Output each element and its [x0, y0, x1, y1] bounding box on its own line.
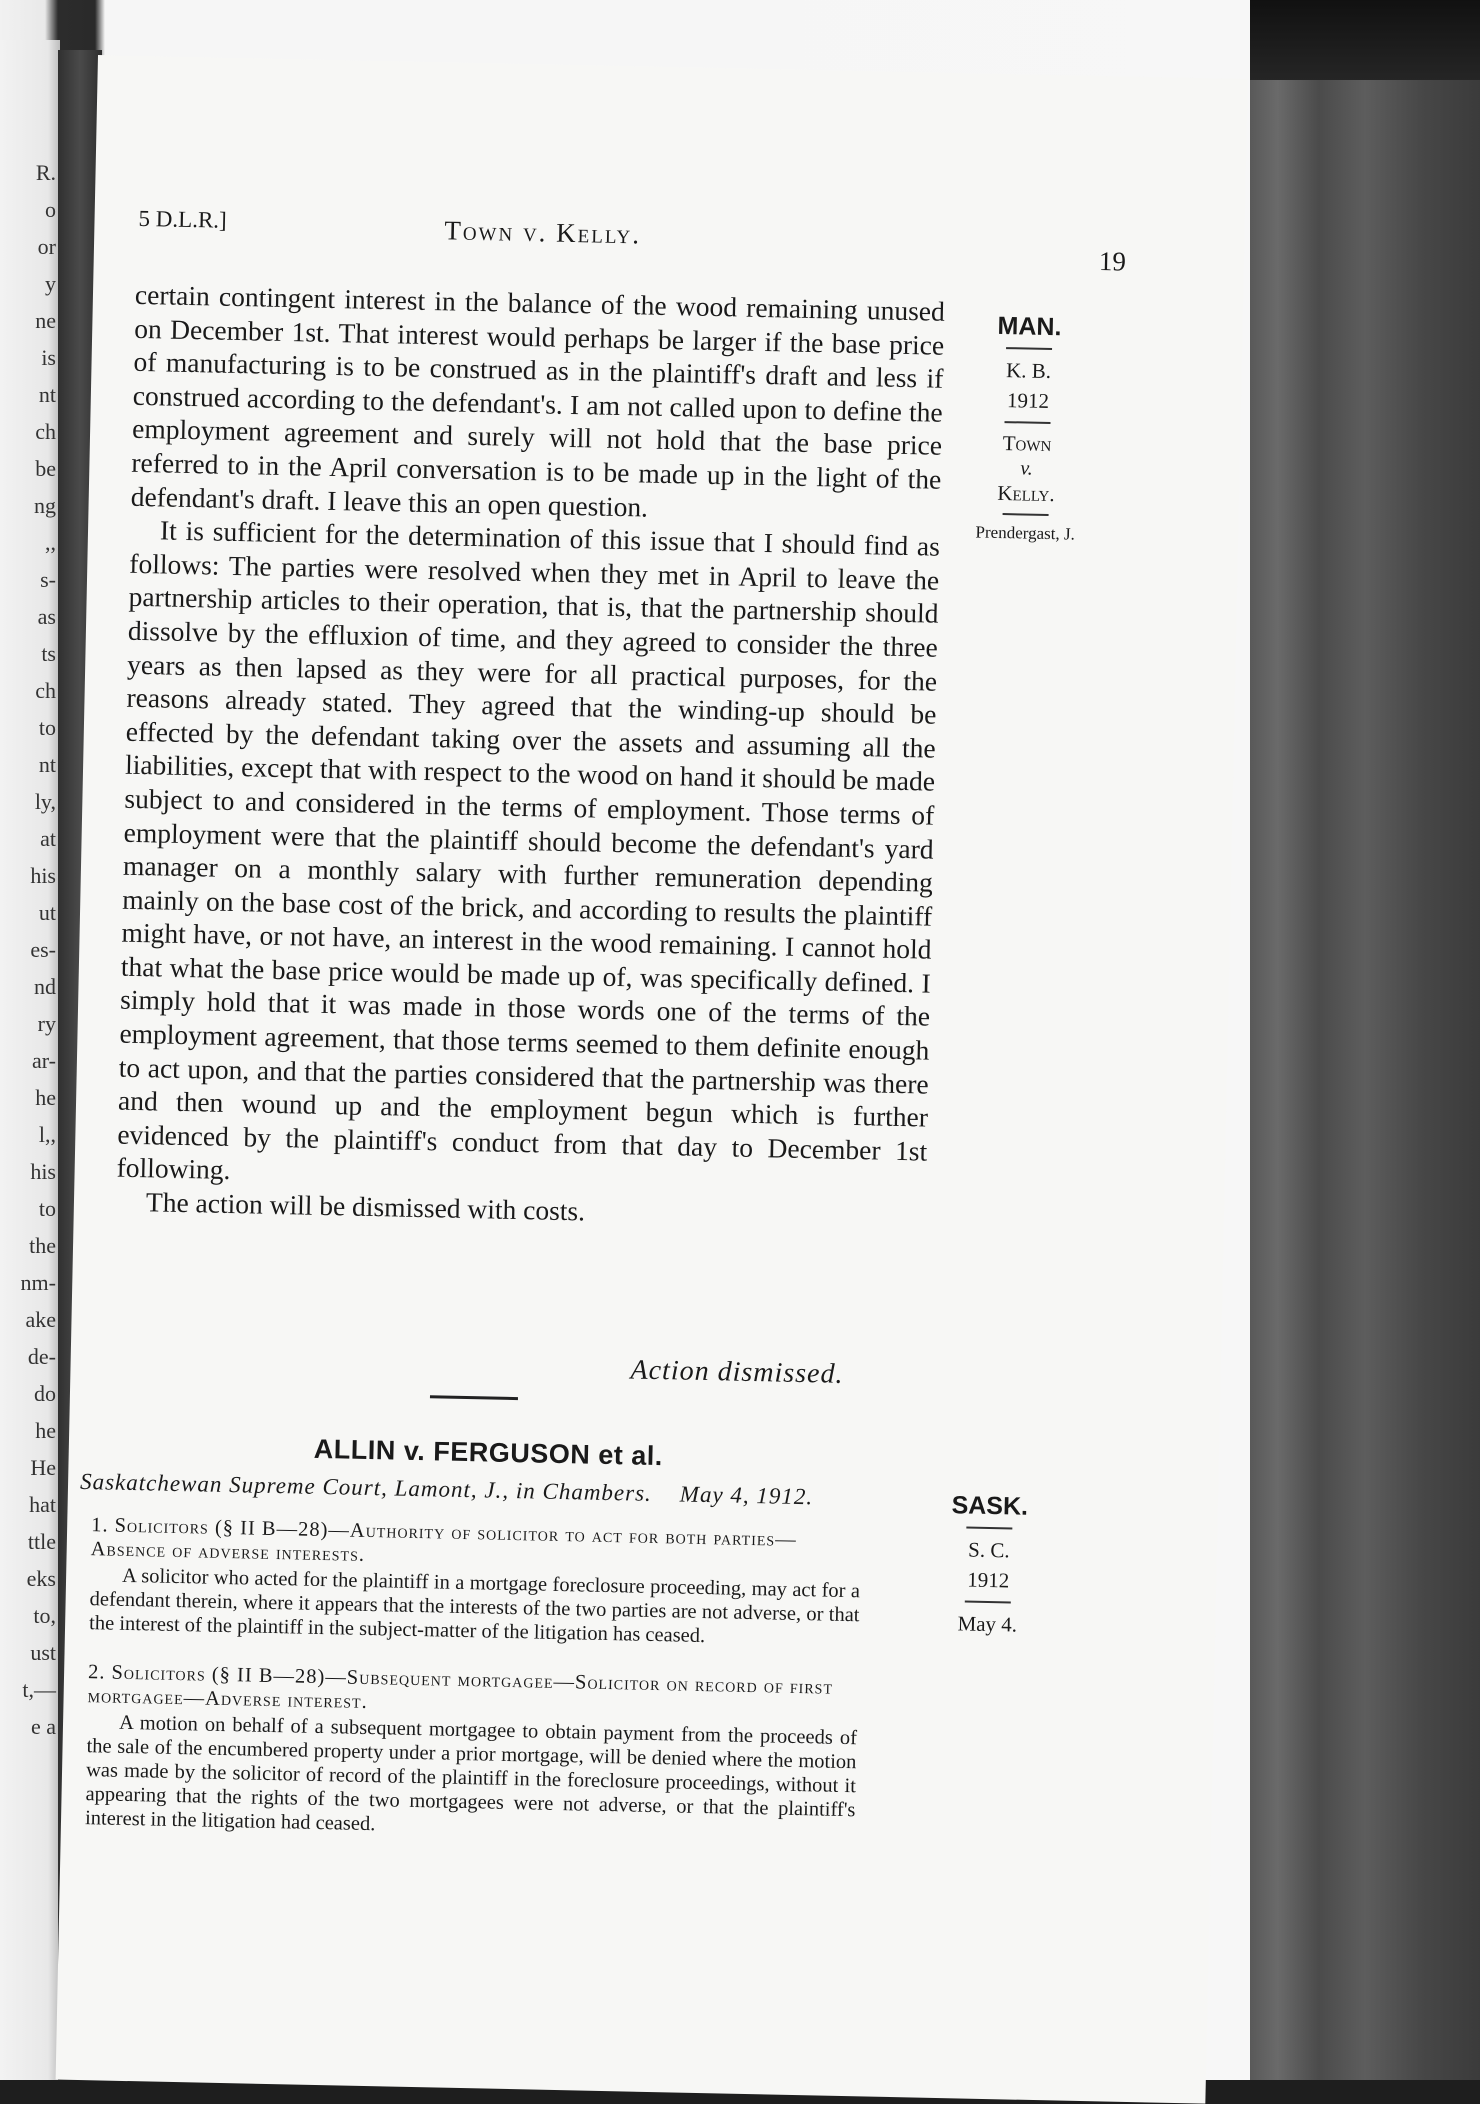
margin-rule	[966, 1527, 1012, 1530]
adjacent-page-fragment: ts	[41, 641, 56, 666]
adjacent-page-fragment: nt	[38, 752, 56, 777]
margin-date: May 4.	[957, 1611, 1018, 1637]
adjacent-page-fragment: hat	[29, 1492, 56, 1517]
adjacent-page-fragment: is	[41, 345, 56, 370]
margin-province: MAN.	[997, 311, 1062, 342]
adjacent-page-fragment: to	[38, 715, 56, 740]
adjacent-page-fragment: eks	[26, 1566, 56, 1591]
decision-date: May 4, 1912.	[679, 1481, 814, 1510]
margin-year: 1912	[967, 1567, 1010, 1593]
book-page	[56, 55, 1248, 2104]
adjacent-page-fragment: nd	[34, 974, 56, 999]
adjacent-page-fragment: ttle	[27, 1529, 56, 1554]
margin-rule	[1004, 421, 1050, 424]
headnote-number: 2.	[87, 1661, 106, 1684]
margin-party: Town	[1002, 431, 1052, 457]
headnote-text: A solicitor who acted for the plaintiff in a mortgage foreclosure proceeding, may act for a defendant therein, where it appears that the interests of the two parties are not adverse, or that the interest of the plaintiff in the subject-matter of the litigation has ceased.	[88, 1564, 861, 1648]
adjacent-page-fragment: he	[35, 1085, 56, 1110]
running-header-volume: 5 D.L.R.]	[138, 205, 228, 233]
adjacent-page-fragment: to	[38, 1196, 56, 1221]
adjacent-page-fragment: to,	[33, 1603, 56, 1628]
adjacent-page-fragment: ly,	[34, 789, 56, 814]
adjacent-page-fragment: He	[30, 1455, 56, 1480]
headnote-text: A motion on behalf of a subsequent mortgagee to obtain payment from the proceeds of the sale of the encumbered property under a prior mortgage, will be denied where the motion was made by the solicitor of record of the plaintiff in the foreclosure proceedings, without it appearing that the rights of the two mortgagees were not adverse, or that the plaintiff's interest in the litigation had ceased.	[84, 1711, 858, 1836]
adjacent-page-fragment: ut	[38, 900, 56, 925]
adjacent-page-fragment: t,—	[22, 1677, 56, 1702]
adjacent-page-fragment: or	[37, 234, 56, 259]
adjacent-page-fragment: R.	[35, 160, 56, 185]
margin-rule	[965, 1600, 1011, 1603]
adjacent-page-fragment: be	[35, 456, 56, 481]
case-title: ALLIN v. FERGUSON et al.	[313, 1433, 664, 1472]
paragraph: It is sufficient for the determination of this issue that I should find as follows: The parties were resolved when they met in April to leave the partnership articles to their operation, that is, that the partnership should dissolve by the effluxion of time, and they agreed to consider the three years as then lapsed as they were for all practical purposes, for the reasons already stated. They agreed that the winding-up should be effected by the defendant taking over the assets and assuming all the liabilities, except that with respect to the wood on hand it should be made subject to and considered in the terms of employment. Those terms of employment were that the plaintiff should become the defendant's yard manager on a monthly salary with further remuneration depending mainly on the base cost of the brick, and according to results the plaintiff might have, or not have, an interest in the wood remaining. I cannot hold that what the base price would be made up of, was specifically defined. I simply hold that it was made in those words one of the terms of the employment agreement, that those terms seemed to them definite enough to act upon, and that the parties considered that the partnership was there and then wound up and the employment begun which is further evidenced by the plaintiff's conduct from that day to December 1st following.	[116, 514, 941, 1186]
disposition: Action dismissed.	[630, 1354, 844, 1390]
margin-note	[950, 311, 1105, 547]
adjacent-page-fragment: his	[30, 863, 56, 888]
adjacent-page-fragment: l,,	[38, 1122, 56, 1147]
court-line	[80, 1469, 880, 1512]
paragraph: The action will be dismissed with costs.	[145, 1186, 586, 1227]
adjacent-page-fragment: ust	[30, 1640, 56, 1665]
page-number: 19	[1098, 246, 1127, 277]
adjacent-page-fragment: do	[34, 1381, 56, 1406]
adjacent-page-fragment: ry	[37, 1011, 56, 1036]
margin-province: SASK.	[951, 1491, 1029, 1521]
adjacent-page-fragment: nm-	[20, 1270, 56, 1295]
adjacent-page-fragment: he	[35, 1418, 56, 1443]
court-name: Saskatchewan Supreme Court, Lamont, J., in Chambers.	[79, 1468, 653, 1506]
adjacent-page-fragment: his	[30, 1159, 56, 1184]
section-divider	[430, 1395, 518, 1400]
adjacent-page-fragment: e a	[30, 1714, 56, 1739]
adjacent-page-fragment: ake	[25, 1307, 56, 1332]
margin-court: S. C.	[967, 1537, 1010, 1563]
headnote-topic: Solicitors (§ II B—28)—Authority of solicitor to act for both parties—Absence of adverse interests.	[90, 1514, 797, 1566]
adjacent-page-fragment: y	[45, 271, 56, 296]
adjacent-page-fragment: o	[45, 197, 56, 222]
headnote	[85, 1660, 858, 1846]
adjacent-page-fragment: the	[29, 1233, 56, 1258]
margin-rule	[1003, 513, 1049, 516]
paragraph: certain contingent interest in the balance of the wood remaining unused on December 1st. That interest would perhaps be larger if the base price of manufacturing is to be construed as in the plaintiff's draft and less if construed according to the defendant's. I am not called upon to define the employment agreement and surely will not hold that the base price referred to in the April conversation is to be made up in the light of the defendant's draft. I leave this an open question.	[130, 278, 946, 523]
margin-judge: Prendergast, J.	[975, 522, 1076, 544]
headnote-number: 1.	[90, 1514, 109, 1537]
book-page-stack	[1250, 80, 1480, 2080]
adjacent-page-fragment: de-	[27, 1344, 56, 1369]
margin-court: K. B.	[1005, 358, 1052, 384]
running-header-title: Town v. Kelly.	[444, 215, 642, 250]
headnote-topic: Solicitors (§ II B—28)—Subsequent mortgagee—Solicitor on record of first mortgagee—Adverse interest.	[87, 1661, 834, 1714]
adjacent-page-fragment: at	[40, 826, 56, 851]
adjacent-page-fragment: ,,	[45, 530, 56, 555]
adjacent-page-fragment: s-	[40, 567, 56, 592]
adjacent-page-fragment: as	[37, 604, 56, 629]
adjacent-page-fragment: es-	[30, 937, 56, 962]
margin-rule	[1006, 347, 1052, 350]
headnote	[89, 1513, 861, 1651]
adjacent-page-fragment: nt	[38, 382, 56, 407]
margin-party: Kelly.	[997, 480, 1055, 507]
margin-year: 1912	[1006, 388, 1050, 413]
margin-versus: v.	[1020, 457, 1033, 480]
adjacent-page-fragment: ng	[34, 493, 56, 518]
judgment-text	[116, 278, 946, 1235]
margin-note	[912, 1490, 1065, 1640]
adjacent-page-fragment: ch	[35, 678, 56, 703]
adjacent-page-fragment: ar-	[32, 1048, 56, 1073]
adjacent-page-edge	[0, 40, 60, 2080]
adjacent-page-fragment: ch	[35, 419, 56, 444]
adjacent-page-fragment: ne	[35, 308, 56, 333]
